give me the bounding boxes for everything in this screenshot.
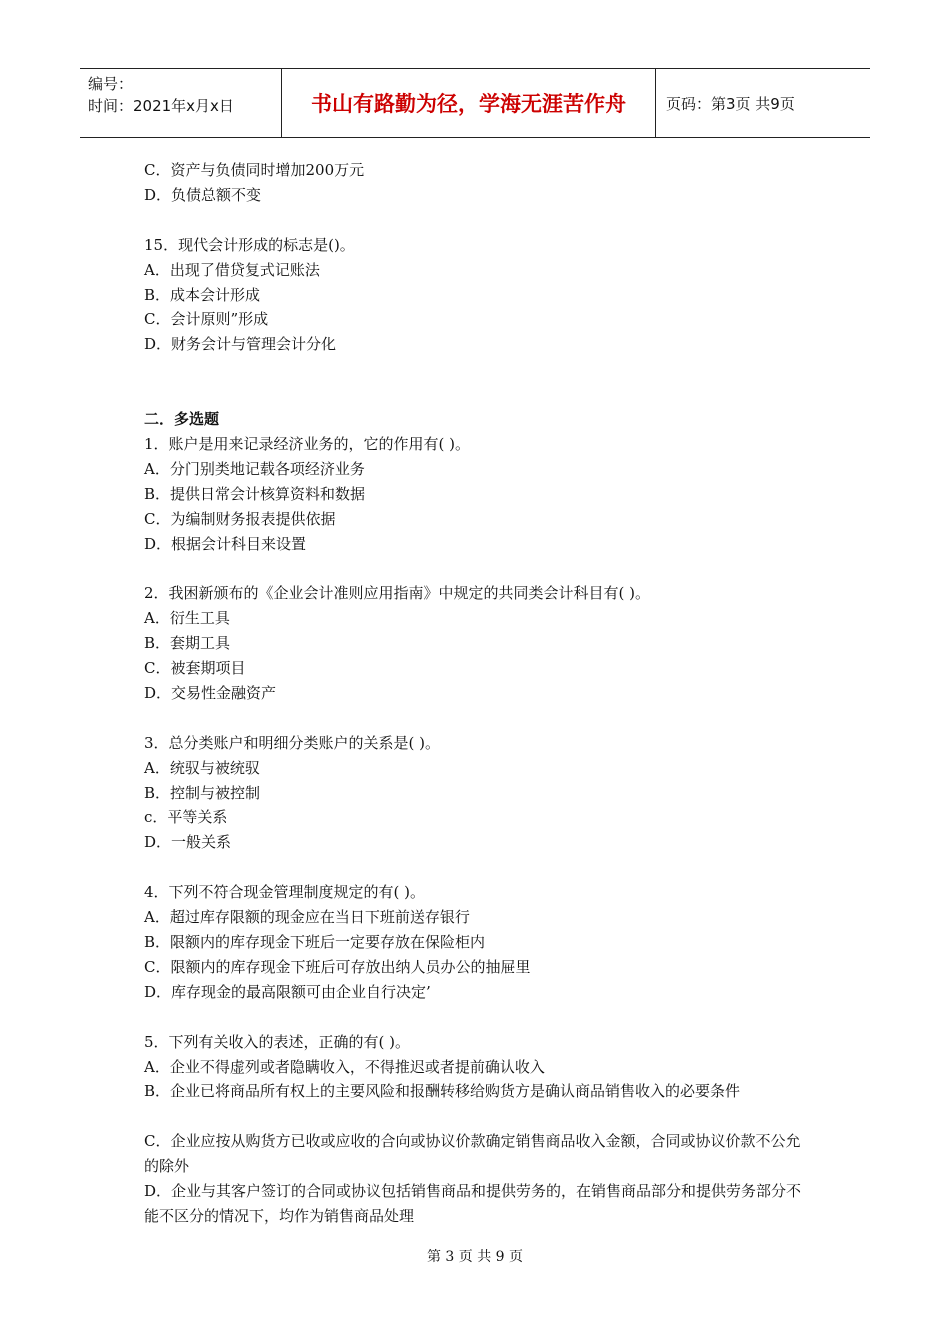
header-motto: 书山有路勤为径，学海无涯苦作舟 (282, 69, 656, 137)
question-m2: 2．我困新颁布的《企业会计准则应用指南》中规定的共同类会计科目有( )。 (144, 584, 651, 603)
question-m5: 5．下列有关收入的表述，正确的有( )。 (144, 1032, 411, 1051)
option-line: D．财务会计与管理会计分化 (144, 335, 337, 354)
header-page-label: 页码：第3页 共9页 (666, 94, 795, 113)
option-line: D．企业与其客户签订的合同或协议包括销售商品和提供劳务的，在销售商品部分和提供劳务部分不能不区分的情况下，均作为销售商品处理 (144, 1182, 802, 1225)
section-title: 二．多选题 (144, 410, 220, 429)
option-line: C．企业应按从购货方已收或应收的合向或协议价款确定销售商品收入金额，合同或协议价款不公允的除外 (144, 1132, 801, 1176)
option-line: B．提供日常会计核算资料和数据 (144, 484, 366, 503)
option-line: B．限额内的库存现金下班后一定要存放在保险柜内 (144, 933, 486, 951)
option-line: C．资产与负债同时增加200万元 (144, 161, 365, 179)
option-line: A．统驭与被统驭 (144, 758, 260, 777)
option-line: D．库存现金的最高限额可由企业自行决定’ (144, 982, 431, 1001)
option-line: C．会计原则”形成 (144, 310, 269, 329)
page-footer: 第 3 页 共 9 页 (426, 1249, 524, 1265)
question-m1: 1．账户是用来记录经济业务的，它的作用有( )。 (144, 434, 471, 453)
doc-number-label: 编号： (88, 75, 134, 93)
doc-date-label: 时间：2021年x月x日 (88, 97, 234, 115)
option-line: D．根据会计科目来设置 (144, 534, 307, 553)
option-line: A．衍生工具 (144, 609, 230, 628)
option-line: D．交易性金融资产 (144, 683, 277, 702)
option-line: B．控制与被控制 (144, 783, 261, 802)
page-header (80, 68, 870, 138)
option-line: B．成本会计形成 (144, 285, 261, 304)
option-line: A．超过库存限额的现金应在当日下班前送存银行 (144, 908, 470, 927)
question-15: 15．现代会计形成的标志是()。 (144, 235, 355, 254)
option-line: A．分门别类地记载各项经济业务 (144, 459, 365, 478)
header-meta (80, 69, 282, 137)
option-line: C．限额内的库存现金下班后可存放出纳人员办公的抽屉里 (144, 957, 531, 976)
option-line: A．出现了借贷复式记账法 (144, 260, 320, 279)
option-line: C．为编制财务报表提供依据 (144, 509, 336, 528)
document-body (144, 158, 814, 1229)
option-line: D．负债总额不变 (144, 185, 262, 204)
option-line: B．套期工具 (144, 634, 231, 653)
option-line: A．企业不得虚列或者隐瞒收入，不得推迟或者提前确认收入 (144, 1057, 545, 1076)
option-line: D．一般关系 (144, 833, 232, 852)
option-line: B．企业已将商品所有权上的主要风险和报酬转移给购货方是确认商品销售收入的必要条件 (144, 1082, 741, 1101)
question-m4: 4．下列不符合现金管理制度规定的有( )。 (144, 883, 426, 902)
option-line: C．被套期项目 (144, 659, 246, 678)
option-line: c．平等关系 (144, 808, 228, 827)
question-m3: 3．总分类账户和明细分类账户的关系是( )。 (144, 733, 441, 752)
